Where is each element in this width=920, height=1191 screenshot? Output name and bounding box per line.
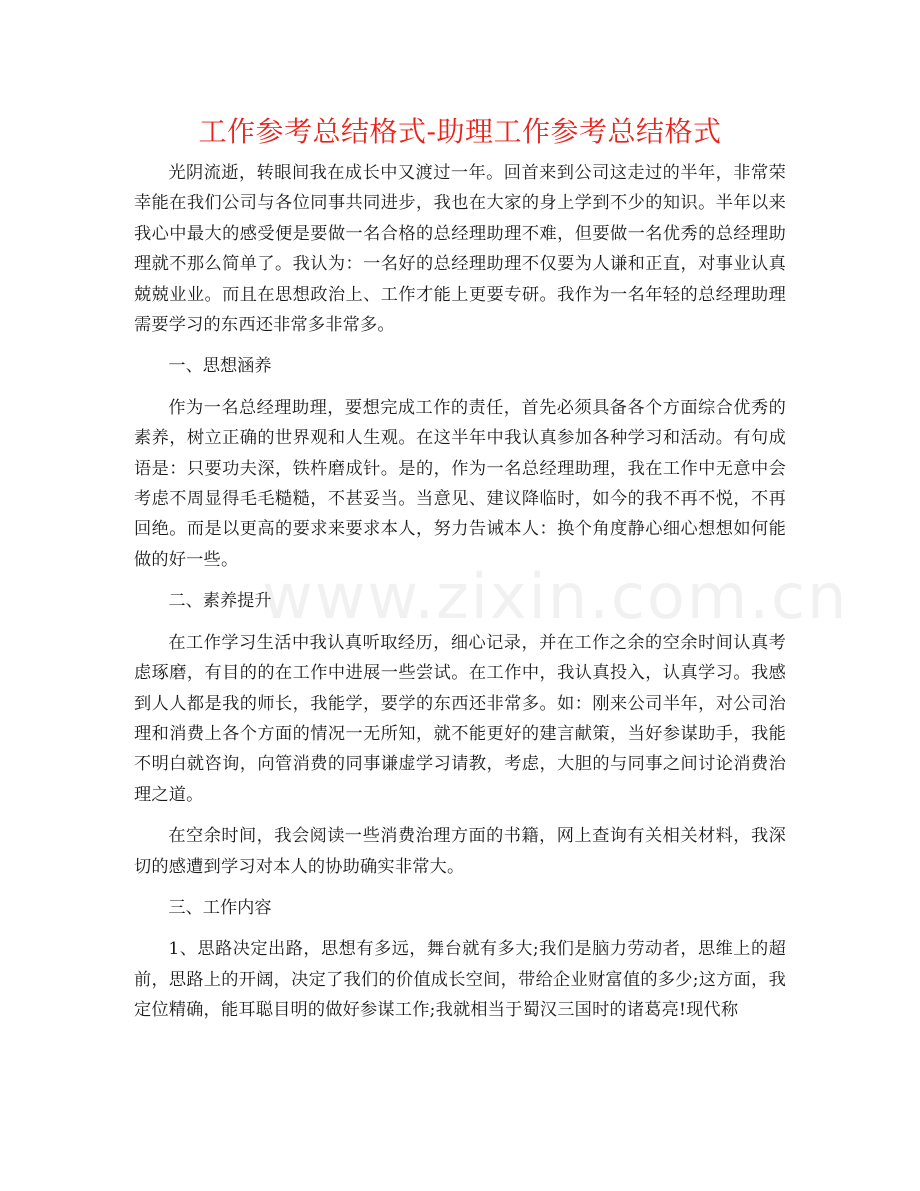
watermark: www.zixin.com.cn: [262, 560, 849, 633]
paragraph-section-1: 作为一名总经理助理，要想完成工作的责任，首先必须具备各个方面综合优秀的素养，树立正确的世界观和人生观。在这半年中我认真参加各种学习和活动。有句成语是：只要功夫深，铁杵磨成针。是的，作为一名总经理助理，我在工作中无意中会考虑不周显得毛毛糙糙，不甚妥当。当意见、建议降临时，如今的我不再不悦，不再回绝。而是以更高的要求来要求本人，努力告诫本人：换个角度静心细心想想如何能做的好一些。: [134, 397, 786, 570]
paragraph-section-3: 1、思路决定出路，思想有多远，舞台就有多大;我们是脑力劳动者，思维上的超前，思路上的开阔，决定了我们的价值成长空间，带给企业财富值的多少;这方面，我定位精确，能耳聪目明的做好参谋工作;我就相当于蜀汉三国时的诸葛亮!现代称: [134, 939, 786, 1021]
section-heading-3: 三、工作内容: [168, 897, 272, 918]
section-heading-2: 二、素养提升: [168, 591, 272, 612]
document-title: 工作参考总结格式-助理工作参考总结格式: [198, 115, 722, 148]
document-page: [134, 112, 849, 1026]
paragraph-section-2b: 在空余时间，我会阅读一些消费治理方面的书籍，网上查询有关相关材料，我深切的感遭到学习对本人的协助确实非常大。: [134, 826, 786, 877]
section-heading-1: 一、思想涵养: [168, 356, 272, 377]
paragraph-intro: 光阴流逝，转眼间我在成长中又渡过一年。回首来到公司这走过的半年，非常荣幸能在我们公司与各位同事共同进步，我也在大家的身上学到不少的知识。半年以来我心中最大的感受便是要做一名合格的总经理助理不难，但要做一名优秀的总经理助理就不那么简单了。我认为：一名好的总经理助理不仅要为人谦和正直，对事业认真兢兢业业。而且在思想政治上、工作才能上更要专研。我作为一名年轻的总经理助理需要学习的东西还非常多非常多。: [134, 163, 786, 336]
paragraph-section-2a: 在工作学习生活中我认真听取经历，细心记录，并在工作之余的空余时间认真考虑琢磨，有目的的在工作中进展一些尝试。在工作中，我认真投入，认真学习。我感到人人都是我的师长，我能学，要学的东西还非常多。如：刚来公司半年，对公司治理和消费上各个方面的情况一无所知，就不能更好的建言献策，当好参谋助手，我能不明白就咨询，向管消费的同事谦虚学习请教，考虑，大胆的与同事之间讨论消费治理之道。: [134, 632, 786, 805]
